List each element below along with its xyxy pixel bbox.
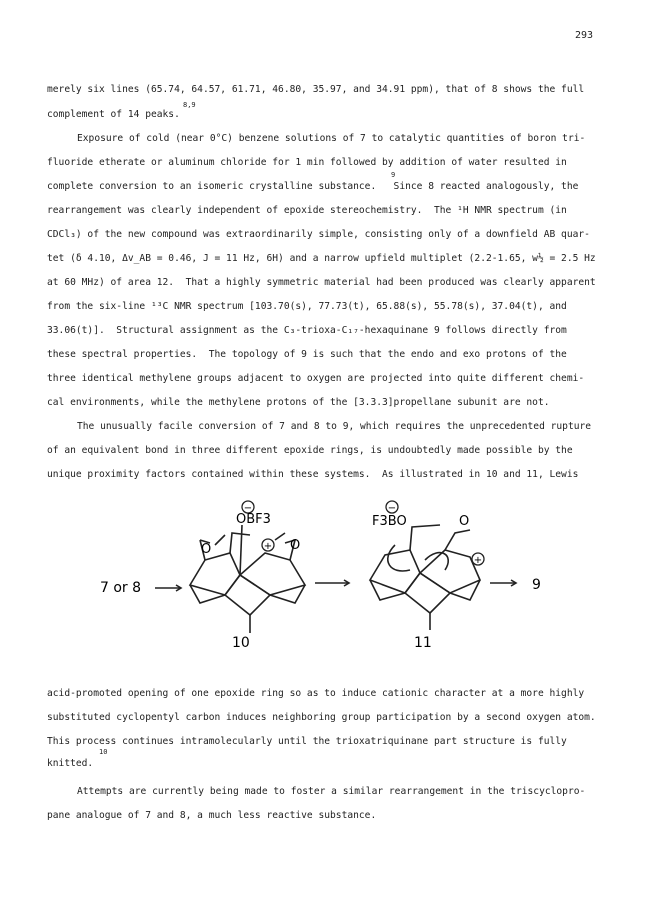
text-line: acid-promoted opening of one epoxide ring so as to induce cationic character at a more highly — [47, 688, 585, 699]
compound-10-label: 10 — [232, 635, 250, 651]
text-line: from the six-line ¹³C NMR spectrum [103.70(s), 77.73(t), 65.88(s), 55.78(s), 37.04(t), and — [47, 301, 567, 312]
oxygen-label: O — [201, 542, 212, 557]
reference-superscript: 8,9 — [183, 101, 196, 109]
reference-superscript: 9 — [391, 171, 396, 179]
text-line: these spectral properties. The topology of 9 is such that the endo and exo protons of the — [47, 349, 567, 360]
text-line: rearrangement was clearly independent of epoxide stereochemistry. The ¹H NMR spectrum (in — [47, 205, 567, 216]
text-line: of an equivalent bond in three different epoxide rings, is undoubtedly made possible by the — [47, 445, 573, 456]
reaction-scheme — [0, 485, 672, 670]
f3bo-label: F3BO — [372, 514, 407, 529]
minus-charge: − — [387, 503, 397, 514]
text-line: complete conversion to an isomeric crystalline substance. Since 8 reacted analogously, the — [47, 181, 579, 192]
oxygen-label: O — [459, 514, 470, 529]
text-line: at 60 MHz) of area 12. That a highly symmetric material had been produced was clearly apparent — [47, 277, 596, 288]
text-line: knitted. — [47, 758, 94, 769]
page-number: 293 — [575, 30, 594, 41]
text-line: substituted cyclopentyl carbon induces neighboring group participation by a second oxygen atom. — [47, 712, 596, 723]
text-line: This process continues intramolecularly until the trioxatriquinane part structure is fully — [47, 736, 567, 747]
product-label: 9 — [532, 577, 541, 593]
text-line: fluoride etherate or aluminum chloride for 1 min followed by addition of water resulted in — [47, 157, 567, 168]
text-line: Attempts are currently being made to foster a similar rearrangement in the triscyclopro- — [77, 786, 586, 797]
text-line: CDCl₃) of the new compound was extraordinarily simple, consisting only of a downfield AB quar- — [47, 229, 590, 240]
text-line: Exposure of cold (near 0°C) benzene solutions of 7 to catalytic quantities of boron tri- — [77, 133, 586, 144]
text-line: merely six lines (65.74, 64.57, 61.71, 46.80, 35.97, and 34.91 ppm), that of 8 shows the full — [47, 84, 585, 95]
text-line: three identical methylene groups adjacent to oxygen are projected into quite different chemi- — [47, 373, 585, 384]
plus-charge: + — [473, 555, 483, 566]
text-line: 33.06(t)]. Structural assignment as the C₃-trioxa-C₁₇-hexaquinane 9 follows directly from — [47, 325, 567, 336]
plus-charge: + — [263, 541, 273, 552]
text-line: pane analogue of 7 and 8, a much less reactive substance. — [47, 810, 377, 821]
text-line: unique proximity factors contained within these systems. As illustrated in 10 and 11, Lewis — [47, 469, 579, 480]
reactant-label: 7 or 8 — [100, 580, 142, 596]
minus-charge: − — [243, 503, 253, 514]
oxygen-label: O — [290, 538, 301, 553]
compound-11-label: 11 — [414, 635, 432, 651]
text-line: The unusually facile conversion of 7 and 8 to 9, which requires the unprecedented rupture — [77, 421, 592, 432]
text-line: tet (δ 4.10, Δv_AB = 0.46, J = 11 Hz, 6H) and a narrow upfield multiplet (2.2-1.65, w½ = 2.5 Hz — [47, 253, 596, 264]
reference-superscript: 10 — [99, 748, 108, 756]
obf3-label: OBF3 — [236, 512, 271, 527]
structure-11 — [370, 525, 483, 630]
text-line: cal environments, while the methylene protons of the [3.3.3]propellane subunit are not. — [47, 397, 550, 408]
text-line: complement of 14 peaks. — [47, 109, 180, 120]
